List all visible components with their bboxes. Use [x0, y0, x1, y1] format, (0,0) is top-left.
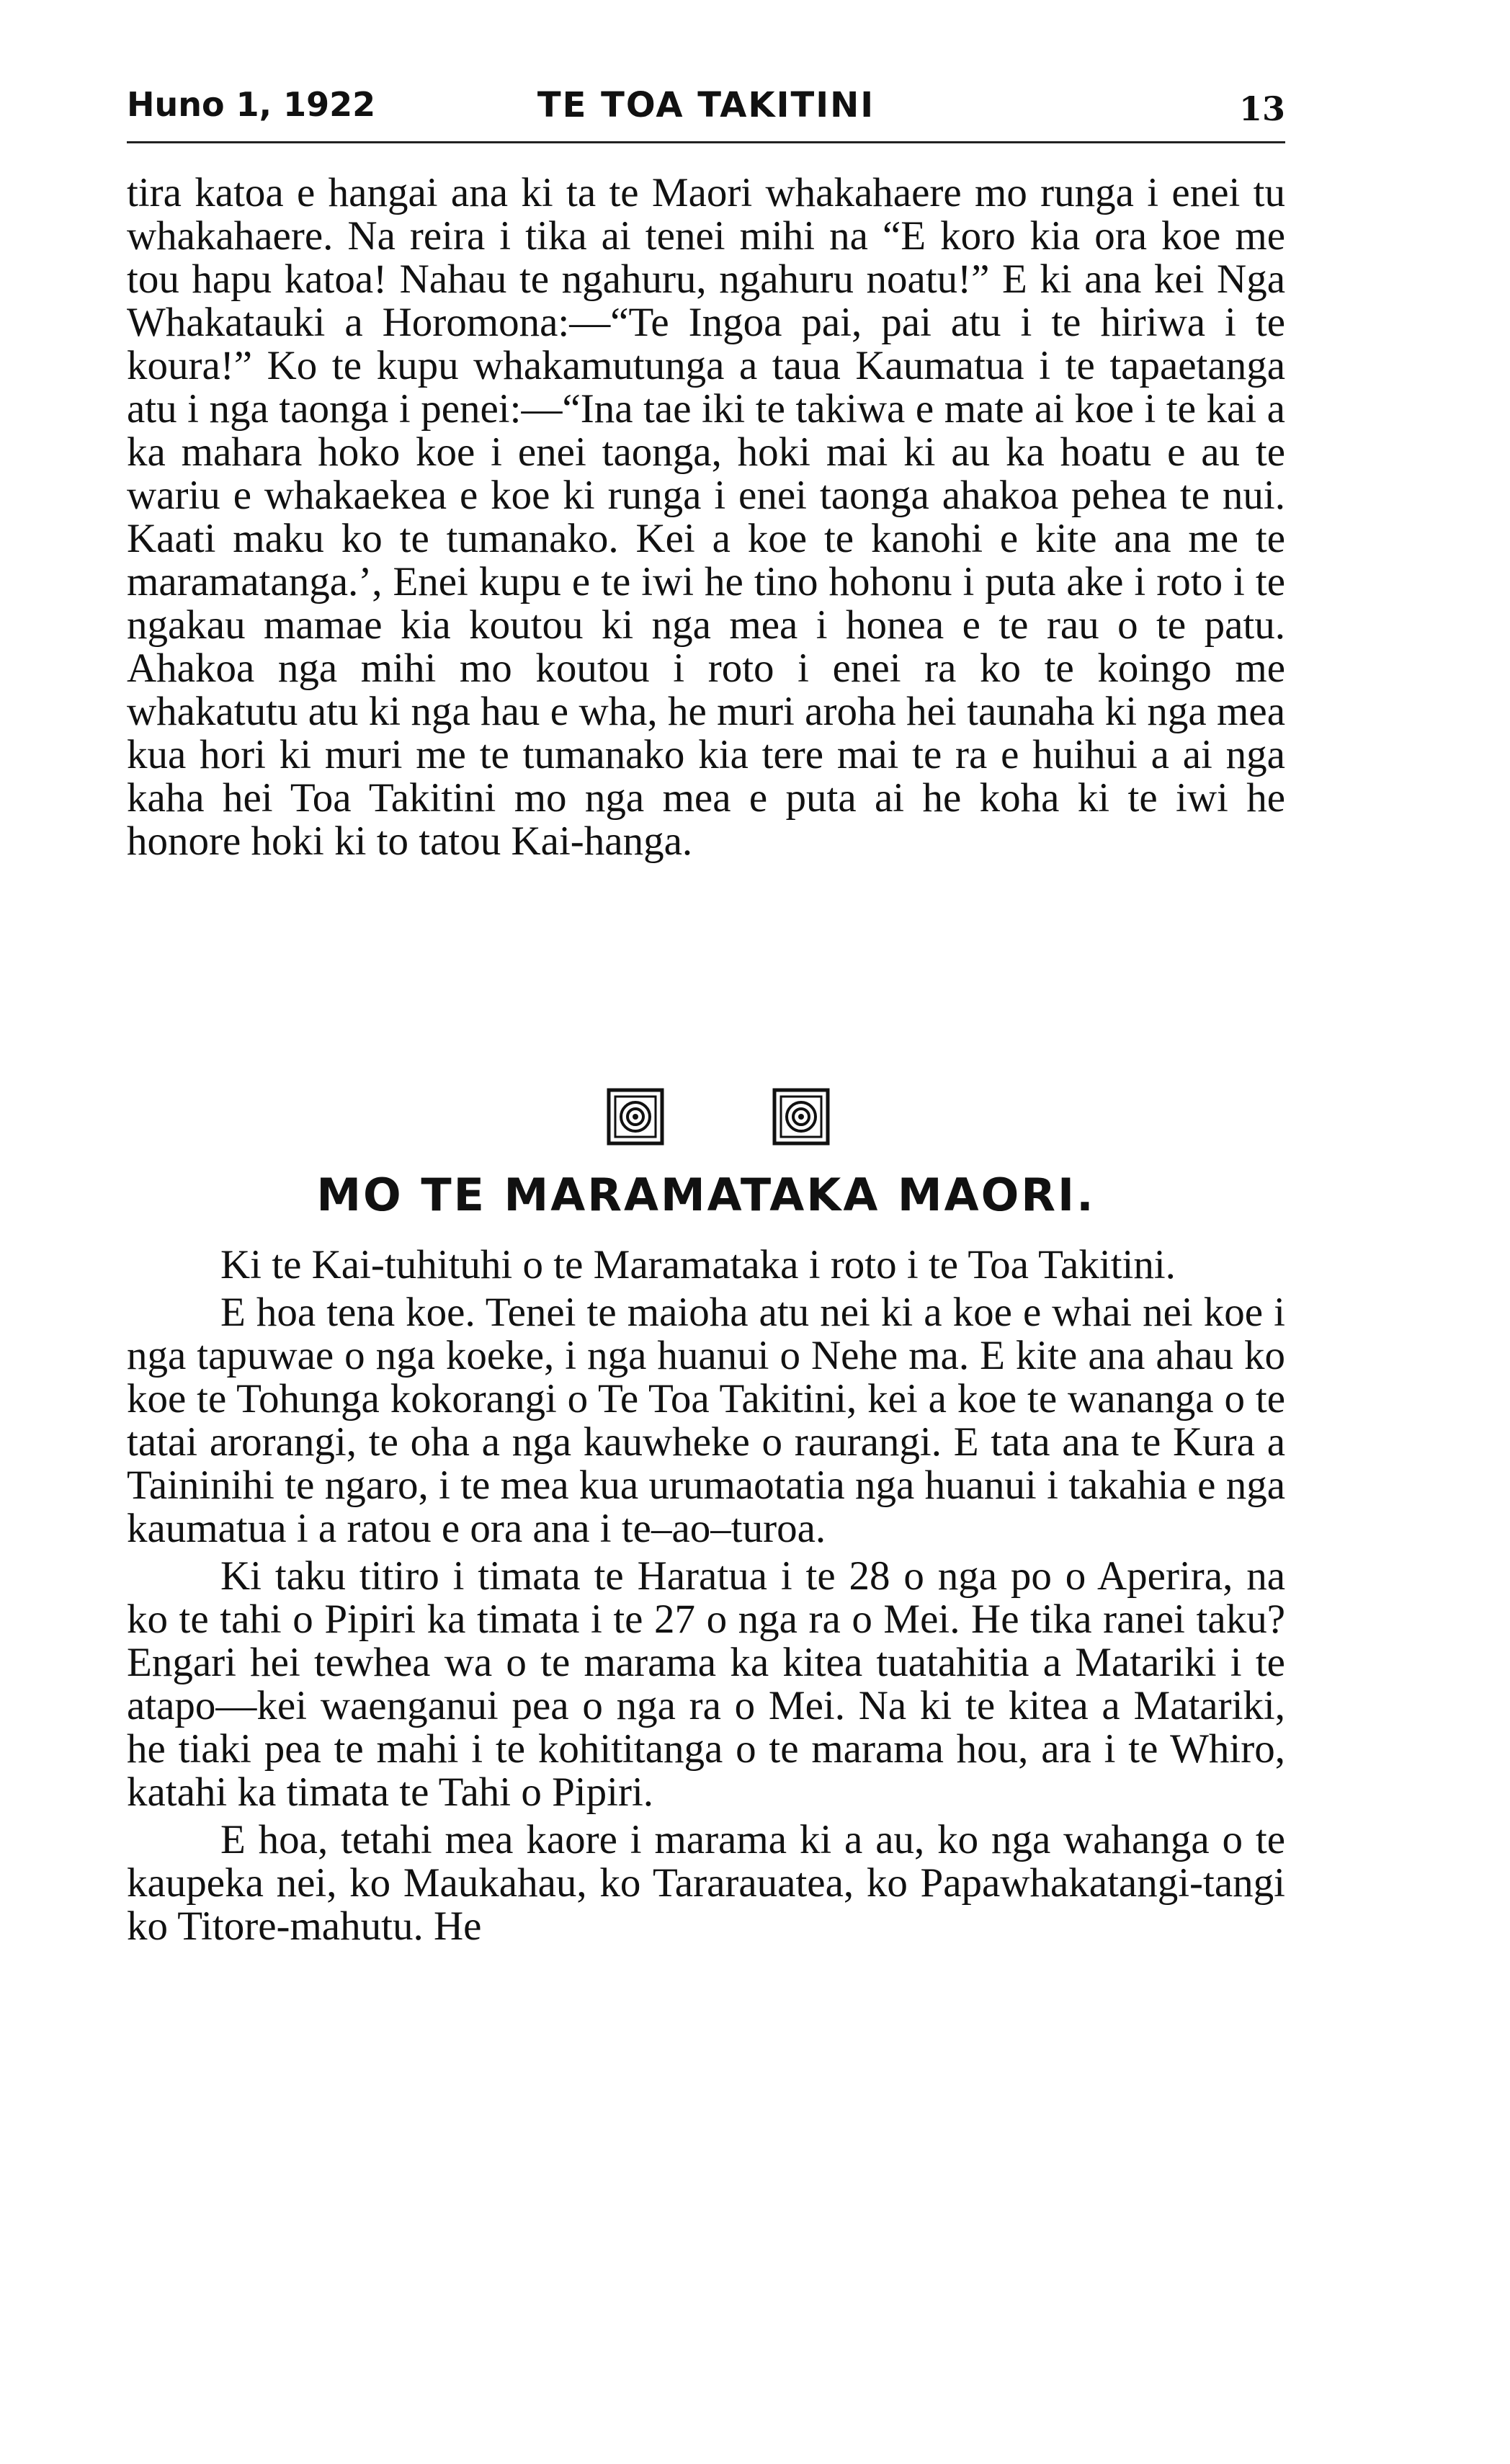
page-number: 13: [1238, 89, 1285, 128]
spiral-ornament-icon: [607, 1088, 664, 1146]
page-header: [127, 78, 1285, 135]
continued-article: [127, 171, 1285, 867]
article-paragraph: E hoa tena koe. Tenei te maioha atu nei ki a koe e whai nei koe i nga tapuwae o nga koeke, i nga huanui o Nehe ma. E kite ana ahau ko koe te Tohunga kokorangi o Te Toa Takitini, kei a koe te wananga o te tatai arorangi, te oha a nga kauwheke o raurangi. E tata ana te Kura a Taininihi te ngaro, i te mea kua urumaotatia nga huanui i takahia e nga kaumatua i a ratou e ora ana i te–ao–turoa.: [127, 1290, 1285, 1551]
section-divider: [0, 1088, 1510, 1153]
header-title: TE TOA TAKITINI: [537, 85, 875, 125]
article-paragraph: E hoa, tetahi mea kaore i marama ki a au, ko nga wahanga o te kaupeka nei, ko Maukahau, ko Tararauatea, ko Papawhakatangi-tangi ko Titore-mahutu. He: [127, 1817, 1285, 1949]
article-body: [127, 1244, 1285, 1952]
continued-paragraph: tira katoa e hangai ana ki ta te Maori whakahaere mo runga i enei tu whakahaere. Na reira i tika ai tenei mihi na “E koro kia ora koe me tou hapu katoa! Nahau te ngahuru, ngahuru noatu!” E ki ana kei Nga Whakatauki a Horomona:—“Te Ingoa pai, pai atu i te hiriwa i te koura!” Ko te kupu whakamutunga a taua Kaumatua i te tapaetanga atu i nga taonga i penei:—“Ina tae iki te takiwa e mate ai koe i te kai a ka mahara hoko koe i enei taonga, hoki mai ki au ka hoatu e au te wariu e whakaekea e koe ki runga i enei taonga ahakoa pehea te nui. Kaati maku ko te tumanako. Kei a koe te kanohi e kite ana me te maramatanga.’, Enei kupu e te iwi he tino hohonu i puta ake i roto i te ngakau mamae kia koutou ki nga mea i honea e te rau o te patu. Ahakoa nga mihi mo koutou i roto i enei ra ko te koingo me whakatutu atu ki nga hau e wha, he muri aroha hei taunaha ki nga mea kua hori ki muri me te tumanako kia tere mai te ra e huihui a ai nga kaha hei Toa Takitini mo nga mea e puta ai he koha ki te iwi he honore hoki ki to tatou Kai-hanga.: [127, 170, 1285, 864]
spiral-ornament-icon: [772, 1088, 830, 1146]
section-heading: MO TE MARAMATAKA MAORI.: [316, 1169, 1096, 1221]
header-date: Huno 1, 1922: [127, 85, 376, 124]
header-rule: [127, 141, 1285, 143]
salutation-paragraph: Ki te Kai-tuhituhi o te Maramataka i roto i te Toa Takitini.: [220, 1242, 1176, 1287]
article-paragraph: Ki taku titiro i timata te Haratua i te 28 o nga po o Aperira, na ko te tahi o Pipiri ka timata i te 27 o nga ra o Mei. He tika ranei taku? Engari hei tewhea wa o te marama ka kitea tuatahitia a Matariki i te atapo—kei waenganui pea o nga ra o Mei. Na ki te kitea a Matariki, he tiaki pea te mahi i te kohititanga o te marama hou, ara i te Whiro, katahi ka timata te Tahi o Pipiri.: [127, 1553, 1285, 1815]
